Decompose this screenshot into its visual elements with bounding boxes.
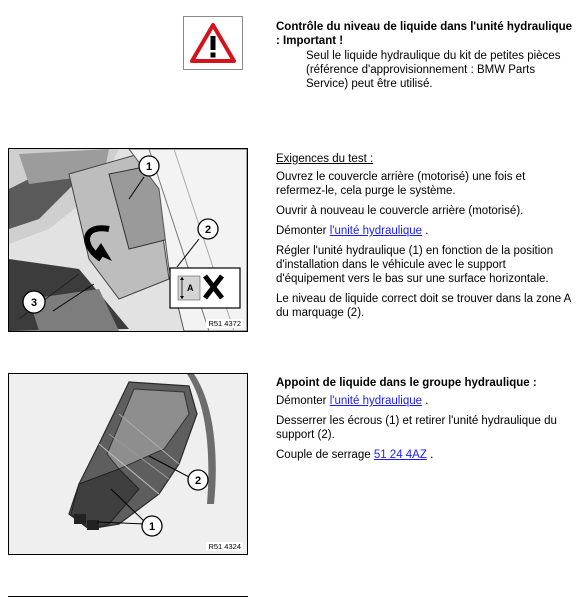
requirement-step-2: Ouvrir à nouveau le couvercle arrière (motorisé). — [276, 205, 524, 217]
refill-step-1: Démonter l'unité hydraulique . — [276, 395, 429, 407]
hydraulic-unit-link[interactable]: l'unité hydraulique — [329, 395, 423, 407]
level-check-illustration — [9, 149, 247, 331]
important-body: Seul le liquide hydraulique du kit de petites pièces (référence d'approvisionnement : BMW Parts Service) peut être utilisé. — [306, 50, 561, 90]
section-refill — [276, 376, 578, 468]
torque-spec-link[interactable]: 51 24 4AZ — [373, 449, 427, 461]
hydraulic-unit-link[interactable]: l'unité hydraulique — [329, 225, 423, 237]
figure-hydraulic-unit — [8, 373, 248, 555]
callout-2 — [198, 219, 218, 239]
callout-1 — [142, 516, 162, 536]
warning-box — [183, 16, 243, 70]
svg-text:3: 3 — [30, 297, 38, 309]
refill-heading: Appoint de liquide dans le groupe hydraulique : — [276, 377, 537, 389]
svg-text:2: 2 — [194, 475, 202, 487]
figure-code: R51 4372 — [208, 319, 241, 328]
refill-step-2: Desserrer les écrous (1) et retirer l'unité hydraulique du support (2). — [276, 415, 557, 441]
important-heading: Contrôle du niveau de liquide dans l'unité hydraulique : Important ! — [276, 21, 573, 47]
svg-text:1: 1 — [145, 161, 153, 173]
zone-a-label: A — [187, 283, 194, 293]
requirement-step-4: Régler l'unité hydraulique (1) en fonction de la position d'installation dans le véhicule avec le support d'équipement vers le bas sur une surface horizontale. — [276, 245, 554, 285]
next-figure-frame — [8, 596, 248, 597]
requirements-label: Exigences du test : — [276, 153, 374, 165]
section-test-requirements — [276, 152, 576, 326]
section-important — [276, 20, 576, 97]
svg-text:2: 2 — [204, 224, 212, 236]
callout-1 — [139, 156, 159, 176]
svg-text:1: 1 — [148, 521, 156, 533]
requirement-step-5: Le niveau de liquide correct doit se trouver dans la zone A du marquage (2). — [276, 293, 571, 319]
callout-3 — [23, 291, 45, 313]
warning-triangle-icon — [190, 23, 236, 63]
requirement-step-3: Démonter l'unité hydraulique . — [276, 225, 429, 237]
refill-step-3: Couple de serrage 51 24 4AZ . — [276, 449, 434, 461]
requirement-step-1: Ouvrez le couvercle arrière (motorisé) une fois et refermez-le, cela purge le système. — [276, 171, 526, 197]
figure-level-check — [8, 148, 248, 332]
figure-code: R51 4324 — [208, 542, 241, 551]
callout-2 — [188, 470, 208, 490]
hydraulic-unit-illustration — [9, 374, 247, 554]
